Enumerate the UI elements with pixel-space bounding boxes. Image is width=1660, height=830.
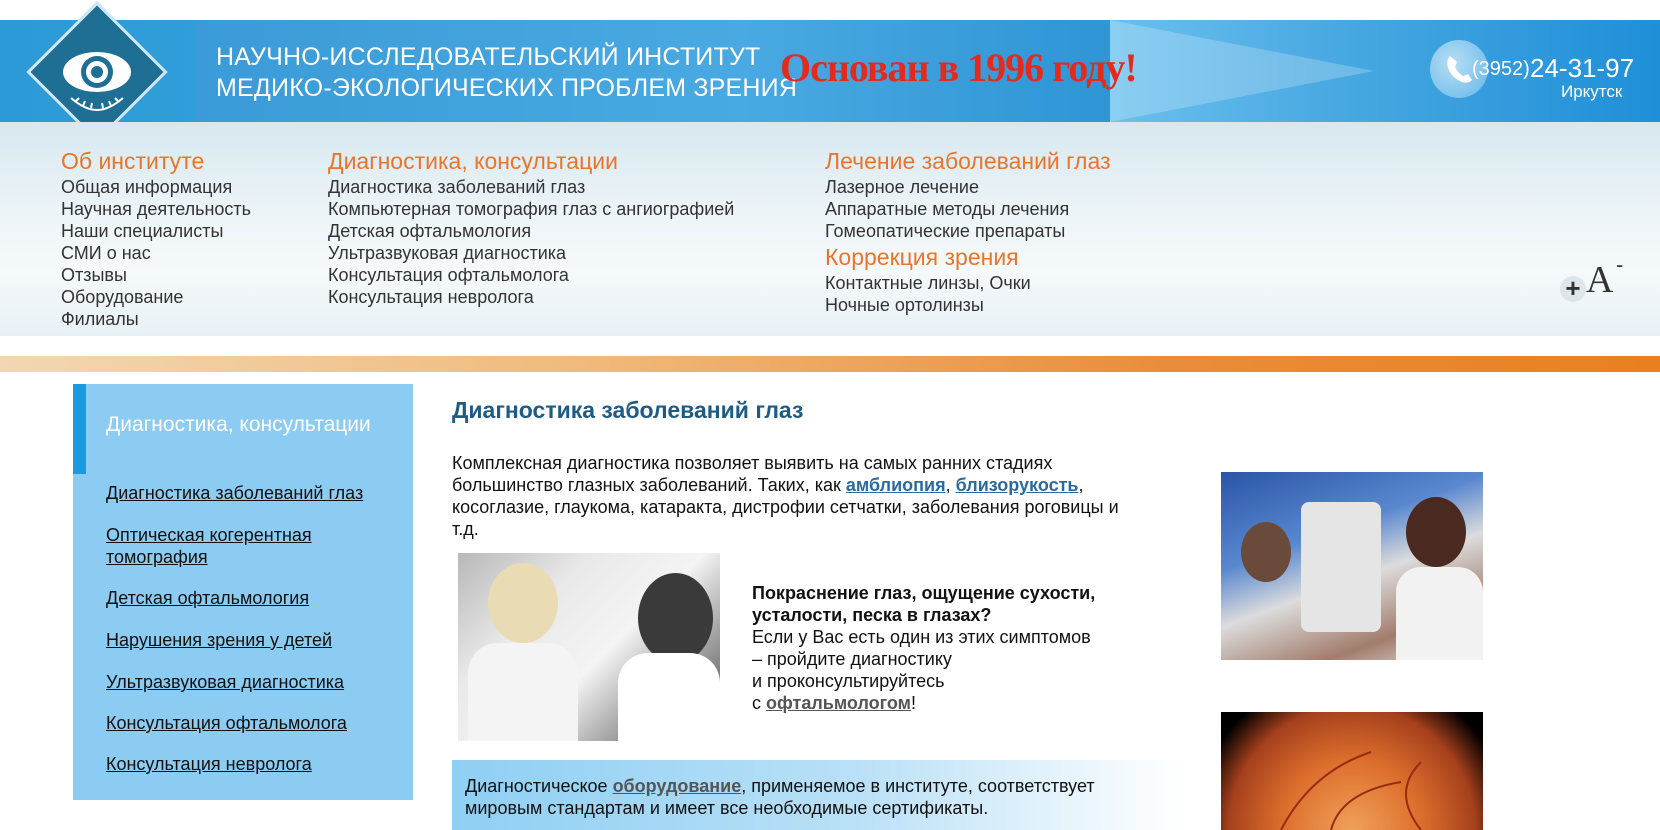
intro-text: Комплексная диагностика позволяет выявить на самых ранних стадиях большинство глазных заболеваний. Таких, как xyxy=(452,453,1053,495)
notice-text xyxy=(465,775,1165,819)
menu-heading-about[interactable]: Об институте xyxy=(61,148,205,174)
menu-heading-correction[interactable]: Коррекция зрения xyxy=(825,244,1019,270)
menu-column-about xyxy=(61,146,251,330)
sidebar-item[interactable]: Нарушения зрения у детей xyxy=(106,630,333,650)
retina-photo xyxy=(1221,712,1483,830)
menu-heading-diagnostics[interactable]: Диагностика, консультации xyxy=(328,148,618,174)
sidebar-title: Диагностика, консультации xyxy=(106,413,371,436)
sidebar-item[interactable]: Консультация офтальмолога xyxy=(106,713,347,733)
menu-item[interactable]: Наши специалисты xyxy=(61,221,224,241)
institute-title-line2: МЕДИКО-ЭКОЛОГИЧЕСКИХ ПРОБЛЕМ ЗРЕНИЯ xyxy=(216,74,798,102)
menu-item[interactable]: Диагностика заболеваний глаз xyxy=(328,177,586,197)
menu-item[interactable]: Консультация офтальмолога xyxy=(328,265,569,285)
intro-paragraph xyxy=(452,452,1132,540)
symptoms-line xyxy=(752,692,1132,714)
menu-item[interactable]: СМИ о нас xyxy=(61,243,151,263)
sidebar-item[interactable]: Ультразвуковая диагностика xyxy=(106,672,345,692)
font-increase-button[interactable]: + xyxy=(1560,276,1586,302)
phone-code: (3952) xyxy=(1472,58,1530,80)
equipment-notice xyxy=(452,760,1182,830)
symptoms-line: и проконсультируйтесь xyxy=(752,671,945,691)
menu-item[interactable]: Лазерное лечение xyxy=(825,177,979,197)
sidebar-item[interactable]: Оптическая когерентная томография xyxy=(106,525,312,567)
page-title: Диагностика заболеваний глаз xyxy=(452,397,804,423)
symptoms-suffix: ! xyxy=(911,693,917,713)
menu-column-treatment xyxy=(825,146,1111,316)
institute-title xyxy=(216,42,797,104)
sidebar-item[interactable]: Консультация невролога xyxy=(106,754,312,774)
menu-item[interactable]: Общая информация xyxy=(61,177,233,197)
menu-item[interactable]: Филиалы xyxy=(61,309,139,329)
symptoms-block xyxy=(752,582,1132,714)
city-label: Иркутск xyxy=(1561,82,1623,101)
phone-number[interactable]: 24-31-97 xyxy=(1530,53,1635,83)
myopia-link[interactable]: близорукость xyxy=(955,475,1079,495)
menu-item[interactable]: Научная деятельность xyxy=(61,199,252,219)
menu-item[interactable]: Аппаратные методы лечения xyxy=(825,199,1070,219)
menu-item[interactable]: Контактные линзы, Очки xyxy=(825,273,1031,293)
menu-item[interactable]: Консультация невролога xyxy=(328,287,534,307)
notice-part: Диагностическое xyxy=(465,776,613,796)
eye-exam-photo xyxy=(1221,472,1483,660)
sidebar-accent-bar xyxy=(73,384,86,474)
symptoms-prefix: с xyxy=(752,693,767,713)
menu-item[interactable]: Ночные ортолинзы xyxy=(825,295,984,315)
font-size-letter: A xyxy=(1586,259,1614,301)
doctor-patient-photo xyxy=(458,553,720,741)
intro-text: , косоглазие, глаукома, катаракта, дистрофии сетчатки, заболевания роговицы и т.д. xyxy=(452,475,1119,539)
eye-logo-icon[interactable] xyxy=(27,2,167,142)
menu-item[interactable]: Компьютерная томография глаз с ангиографией xyxy=(328,199,735,219)
menu-column-diagnostics xyxy=(328,146,734,308)
amblyopia-link[interactable]: амблиопия xyxy=(845,475,946,495)
banner-arrow-decoration xyxy=(1110,20,1374,122)
symptoms-line: – пройдите диагностику xyxy=(752,649,952,669)
orange-divider xyxy=(0,356,1660,372)
sidebar xyxy=(73,384,413,800)
menu-item[interactable]: Гомеопатические препараты xyxy=(825,221,1066,241)
font-decrease-button[interactable]: - xyxy=(1616,252,1624,277)
menu-item[interactable]: Детская офтальмология xyxy=(328,221,532,241)
symptoms-heading: Покраснение глаз, ощущение сухости, усталости, песка в глазах? xyxy=(752,583,1096,625)
menu-item[interactable]: Ультразвуковая диагностика xyxy=(328,243,567,263)
founded-slogan: Основан в 1996 году! xyxy=(780,45,1137,90)
intro-text: , xyxy=(945,475,956,495)
equipment-link[interactable]: оборудование xyxy=(612,776,742,796)
symptoms-line: Если у Вас есть один из этих симптомов xyxy=(752,627,1091,647)
sidebar-item[interactable]: Диагностика заболеваний глаз xyxy=(106,483,364,503)
menu-heading-treatment[interactable]: Лечение заболеваний глаз xyxy=(825,148,1111,174)
font-size-control xyxy=(1560,252,1630,308)
sidebar-item[interactable]: Детская офтальмология xyxy=(106,588,310,608)
institute-title-line1: НАУЧНО-ИССЛЕДОВАТЕЛЬСКИЙ ИНСТИТУТ xyxy=(216,43,761,71)
menu-item[interactable]: Отзывы xyxy=(61,265,127,285)
ophthalmologist-link[interactable]: офтальмологом xyxy=(766,693,911,713)
menu-item[interactable]: Оборудование xyxy=(61,287,184,307)
main-menu xyxy=(0,122,1660,336)
notice-part: , применяемое в институте, соответствует мировым стандартам и имеет все необходимые сертификаты. xyxy=(465,776,1095,818)
